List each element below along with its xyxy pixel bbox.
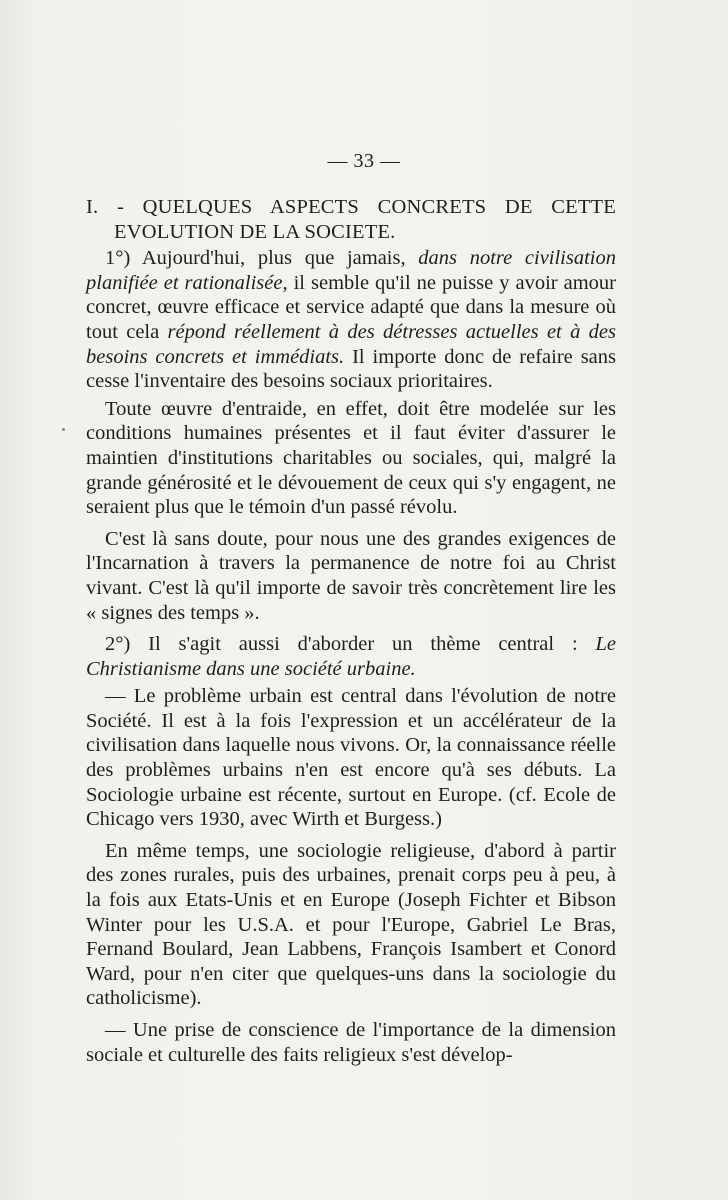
paragraph-3: C'est là sans doute, pour nous une des grandes exigences de l'Incarnation à travers la permanence de notre foi au Christ vivant. C'est là qu'il importe de savoir très concrètement lire les « signes des temps ». bbox=[86, 527, 616, 624]
paragraph-6: En même temps, une sociologie religieuse, d'abord à partir des zones rurales, puis des urbaines, prenait corps peu à peu, à la fois aux Etats-Unis et en Europe (Joseph Fichter et Bibson Winter pour les U.S.A. et pour l'Europe, Gabriel Le Bras, Fernand Boulard, Jean Labbens, François Isambert et Conord Ward, pour n'en citer que quelques-uns dans la sociologie du catholicisme). bbox=[86, 839, 616, 1010]
section-heading: I. - QUELQUES ASPECTS CONCRETS DE CETTE EVOLUTION DE LA SOCIETE. bbox=[86, 196, 616, 243]
paragraph-2: Toute œuvre d'entraide, en effet, doit être modelée sur les conditions humaines présentes et il faut éviter d'assurer le maintien d'institutions charitables ou sociales, qui, malgré la grande générosité et le dévouement de ceux qui s'y engagent, ne seraient plus que le témoin d'un passé révolu. bbox=[86, 397, 616, 519]
paragraph-4-text-a: 2°) Il s'agit aussi d'aborder un thème central : bbox=[105, 633, 596, 656]
paragraph-1-italic-b: dans notre civilisation planifiée et rationalisée, bbox=[86, 247, 616, 294]
paragraph-1-italic-d: répond réellement à des détresses actuelles et à des besoins concrets et immédiats. bbox=[86, 320, 616, 368]
paragraph-5: — Le problème urbain est central dans l'évolution de notre Société. Il est à la fois l'expression et un accélérateur de la civilisation dans laquelle nous vivons. Or, la connaissance réelle des problèmes urbains n'en est encore qu'à ses débuts. La Sociologie urbaine est récente, surtout en Europe. (cf. Ecole de Chicago vers 1930, avec Wirth et Burgess.) bbox=[86, 685, 616, 831]
paragraph-4-italic-b: Le Christianisme dans une société urbaine. bbox=[86, 633, 616, 680]
paragraph-1 bbox=[86, 246, 616, 394]
page-body bbox=[86, 195, 616, 1074]
paragraph-7: — Une prise de conscience de l'importance de la dimension sociale et culturelle des faits religieux s'est dévelop- bbox=[86, 1019, 616, 1066]
page-number: — 33 — bbox=[327, 150, 401, 172]
paragraph-4 bbox=[86, 632, 616, 681]
paragraph-1-text-a: 1°) Aujourd'hui, plus que jamais, bbox=[105, 247, 419, 270]
paper-speck bbox=[62, 428, 65, 431]
paragraph-1-text-c: il semble qu'il ne puisse y avoir amour concret, œuvre efficace et service adapté que dans la mesure où tout cela bbox=[86, 271, 616, 343]
paragraph-1-text-e: Il importe donc de refaire sans cesse l'inventaire des besoins sociaux prioritaires. bbox=[86, 345, 616, 393]
